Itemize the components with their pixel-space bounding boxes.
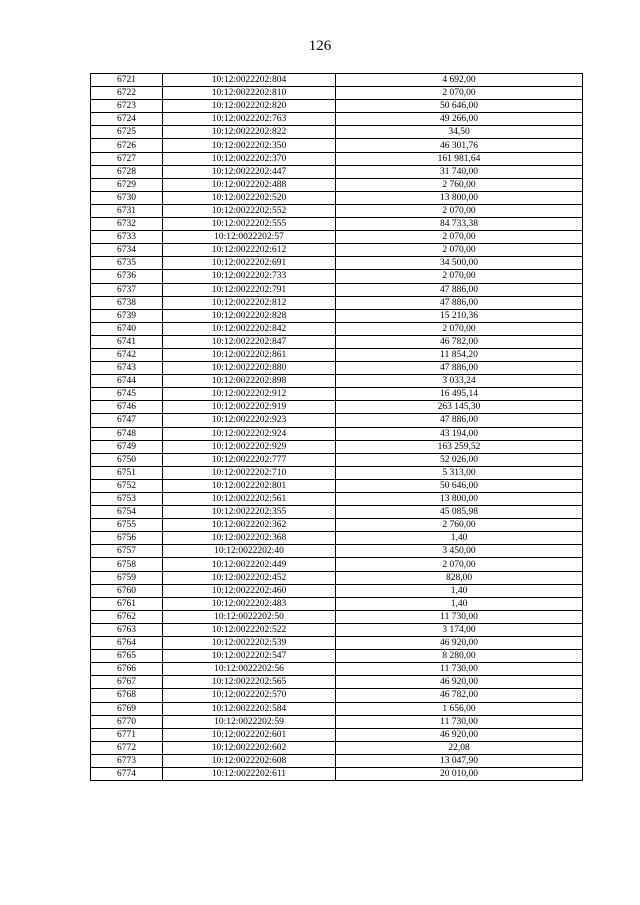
cadastral-number-cell: 10:12:0022202:50 [163, 610, 336, 623]
cadastral-number-cell: 10:12:0022202:40 [163, 545, 336, 558]
cadastral-number-cell: 10:12:0022202:710 [163, 466, 336, 479]
value-cell: 2 070,00 [336, 270, 583, 283]
cadastral-number-cell: 10:12:0022202:924 [163, 427, 336, 440]
table-row [91, 623, 583, 636]
value-cell: 50 646,00 [336, 100, 583, 113]
value-cell: 828,00 [336, 571, 583, 584]
value-cell: 16 495,14 [336, 388, 583, 401]
value-cell: 3 033,24 [336, 375, 583, 388]
row-number-cell: 6765 [91, 650, 163, 663]
value-cell: 47 886,00 [336, 296, 583, 309]
cadastral-number-cell: 10:12:0022202:547 [163, 650, 336, 663]
cadastral-number-cell: 10:12:0022202:804 [163, 74, 336, 87]
table-row [91, 309, 583, 322]
table-row [91, 388, 583, 401]
value-cell: 34 500,00 [336, 257, 583, 270]
cadastral-number-cell: 10:12:0022202:452 [163, 571, 336, 584]
value-cell: 46 301,76 [336, 139, 583, 152]
table-body [91, 74, 583, 781]
cadastral-number-cell: 10:12:0022202:810 [163, 87, 336, 100]
cadastral-number-cell: 10:12:0022202:56 [163, 663, 336, 676]
value-cell: 45 085,98 [336, 506, 583, 519]
table-row [91, 663, 583, 676]
value-cell: 4 692,00 [336, 74, 583, 87]
value-cell: 13 047,90 [336, 754, 583, 767]
row-number-cell: 6757 [91, 545, 163, 558]
table-row [91, 479, 583, 492]
table-row [91, 218, 583, 231]
table-row [91, 728, 583, 741]
table-row [91, 506, 583, 519]
row-number-cell: 6745 [91, 388, 163, 401]
value-cell: 15 210,36 [336, 309, 583, 322]
value-cell: 3 174,00 [336, 623, 583, 636]
table-row [91, 113, 583, 126]
cadastral-number-cell: 10:12:0022202:861 [163, 348, 336, 361]
value-cell: 2 760,00 [336, 519, 583, 532]
value-cell: 49 266,00 [336, 113, 583, 126]
row-number-cell: 6759 [91, 571, 163, 584]
cadastral-number-cell: 10:12:0022202:565 [163, 676, 336, 689]
table-row [91, 754, 583, 767]
row-number-cell: 6767 [91, 676, 163, 689]
cadastral-number-cell: 10:12:0022202:460 [163, 584, 336, 597]
value-cell: 5 313,00 [336, 466, 583, 479]
table-row [91, 545, 583, 558]
cadastral-number-cell: 10:12:0022202:847 [163, 335, 336, 348]
row-number-cell: 6773 [91, 754, 163, 767]
table-row [91, 362, 583, 375]
row-number-cell: 6738 [91, 296, 163, 309]
row-number-cell: 6752 [91, 479, 163, 492]
cadastral-number-cell: 10:12:0022202:584 [163, 702, 336, 715]
cadastral-number-cell: 10:12:0022202:520 [163, 191, 336, 204]
row-number-cell: 6739 [91, 309, 163, 322]
cadastral-number-cell: 10:12:0022202:611 [163, 767, 336, 780]
value-cell: 11 730,00 [336, 663, 583, 676]
table-row [91, 427, 583, 440]
table-row [91, 440, 583, 453]
row-number-cell: 6768 [91, 689, 163, 702]
table-row [91, 689, 583, 702]
value-cell: 11 730,00 [336, 715, 583, 728]
value-cell: 31 740,00 [336, 165, 583, 178]
table-row [91, 87, 583, 100]
row-number-cell: 6758 [91, 558, 163, 571]
value-cell: 52 026,00 [336, 453, 583, 466]
table-row [91, 453, 583, 466]
table-row [91, 702, 583, 715]
table-row [91, 597, 583, 610]
value-cell: 46 782,00 [336, 335, 583, 348]
cadastral-number-cell: 10:12:0022202:777 [163, 453, 336, 466]
table-row [91, 466, 583, 479]
table-row [91, 637, 583, 650]
table-row [91, 401, 583, 414]
row-number-cell: 6732 [91, 218, 163, 231]
cadastral-number-cell: 10:12:0022202:912 [163, 388, 336, 401]
cadastral-number-cell: 10:12:0022202:355 [163, 506, 336, 519]
value-cell: 13 800,00 [336, 191, 583, 204]
table-row [91, 558, 583, 571]
cadastral-number-cell: 10:12:0022202:923 [163, 414, 336, 427]
value-cell: 46 782,00 [336, 689, 583, 702]
cadastral-number-cell: 10:12:0022202:919 [163, 401, 336, 414]
cadastral-number-cell: 10:12:0022202:561 [163, 493, 336, 506]
cadastral-number-cell: 10:12:0022202:842 [163, 322, 336, 335]
row-number-cell: 6727 [91, 152, 163, 165]
table-row [91, 715, 583, 728]
cadastral-number-cell: 10:12:0022202:539 [163, 637, 336, 650]
row-number-cell: 6740 [91, 322, 163, 335]
row-number-cell: 6721 [91, 74, 163, 87]
table-row [91, 414, 583, 427]
row-number-cell: 6763 [91, 623, 163, 636]
cadastral-number-cell: 10:12:0022202:828 [163, 309, 336, 322]
table-row [91, 296, 583, 309]
row-number-cell: 6725 [91, 126, 163, 139]
row-number-cell: 6753 [91, 493, 163, 506]
page-number: 126 [308, 38, 332, 54]
cadastral-number-cell: 10:12:0022202:929 [163, 440, 336, 453]
value-cell: 2 070,00 [336, 558, 583, 571]
row-number-cell: 6726 [91, 139, 163, 152]
row-number-cell: 6723 [91, 100, 163, 113]
value-cell: 13 800,00 [336, 493, 583, 506]
table-row [91, 244, 583, 257]
cadastral-number-cell: 10:12:0022202:483 [163, 597, 336, 610]
cadastral-number-cell: 10:12:0022202:608 [163, 754, 336, 767]
row-number-cell: 6744 [91, 375, 163, 388]
table-row [91, 100, 583, 113]
row-number-cell: 6770 [91, 715, 163, 728]
row-number-cell: 6760 [91, 584, 163, 597]
value-cell: 1,40 [336, 532, 583, 545]
table-row [91, 270, 583, 283]
cadastral-number-cell: 10:12:0022202:791 [163, 283, 336, 296]
row-number-cell: 6749 [91, 440, 163, 453]
table-row [91, 650, 583, 663]
table-row [91, 741, 583, 754]
cadastral-number-cell: 10:12:0022202:601 [163, 728, 336, 741]
row-number-cell: 6735 [91, 257, 163, 270]
row-number-cell: 6766 [91, 663, 163, 676]
row-number-cell: 6730 [91, 191, 163, 204]
cadastral-number-cell: 10:12:0022202:898 [163, 375, 336, 388]
row-number-cell: 6756 [91, 532, 163, 545]
table-row [91, 126, 583, 139]
table-row [91, 257, 583, 270]
row-number-cell: 6742 [91, 348, 163, 361]
table-row [91, 231, 583, 244]
cadastral-number-cell: 10:12:0022202:449 [163, 558, 336, 571]
row-number-cell: 6729 [91, 178, 163, 191]
value-cell: 50 646,00 [336, 479, 583, 492]
cadastral-number-cell: 10:12:0022202:350 [163, 139, 336, 152]
cadastral-number-cell: 10:12:0022202:552 [163, 204, 336, 217]
table-row [91, 139, 583, 152]
row-number-cell: 6748 [91, 427, 163, 440]
row-number-cell: 6754 [91, 506, 163, 519]
table-row [91, 375, 583, 388]
table-row [91, 191, 583, 204]
row-number-cell: 6764 [91, 637, 163, 650]
value-cell: 47 886,00 [336, 283, 583, 296]
table-row [91, 178, 583, 191]
cadastral-number-cell: 10:12:0022202:57 [163, 231, 336, 244]
row-number-cell: 6774 [91, 767, 163, 780]
value-cell: 47 886,00 [336, 414, 583, 427]
cadastral-number-cell: 10:12:0022202:763 [163, 113, 336, 126]
row-number-cell: 6724 [91, 113, 163, 126]
row-number-cell: 6734 [91, 244, 163, 257]
table-row [91, 348, 583, 361]
value-cell: 46 920,00 [336, 637, 583, 650]
row-number-cell: 6733 [91, 231, 163, 244]
cadastral-number-cell: 10:12:0022202:570 [163, 689, 336, 702]
value-cell: 8 280,00 [336, 650, 583, 663]
value-cell: 84 733,38 [336, 218, 583, 231]
value-cell: 46 920,00 [336, 676, 583, 689]
value-cell: 2 070,00 [336, 322, 583, 335]
table-row [91, 571, 583, 584]
value-cell: 2 760,00 [336, 178, 583, 191]
value-cell: 1,40 [336, 584, 583, 597]
value-cell: 163 259,52 [336, 440, 583, 453]
table-row [91, 74, 583, 87]
row-number-cell: 6746 [91, 401, 163, 414]
row-number-cell: 6771 [91, 728, 163, 741]
row-number-cell: 6736 [91, 270, 163, 283]
cadastral-number-cell: 10:12:0022202:488 [163, 178, 336, 191]
cadastral-value-table [90, 73, 583, 781]
table-row [91, 204, 583, 217]
cadastral-number-cell: 10:12:0022202:612 [163, 244, 336, 257]
table-row [91, 493, 583, 506]
row-number-cell: 6772 [91, 741, 163, 754]
table-row [91, 767, 583, 780]
table-row [91, 584, 583, 597]
value-cell: 22,08 [336, 741, 583, 754]
row-number-cell: 6751 [91, 466, 163, 479]
value-cell: 47 886,00 [336, 362, 583, 375]
value-cell: 1,40 [336, 597, 583, 610]
table-row [91, 676, 583, 689]
cadastral-number-cell: 10:12:0022202:362 [163, 519, 336, 532]
cadastral-number-cell: 10:12:0022202:602 [163, 741, 336, 754]
cadastral-number-cell: 10:12:0022202:555 [163, 218, 336, 231]
row-number-cell: 6769 [91, 702, 163, 715]
table-row [91, 322, 583, 335]
table-row [91, 610, 583, 623]
cadastral-number-cell: 10:12:0022202:812 [163, 296, 336, 309]
value-cell: 11 854,20 [336, 348, 583, 361]
table-row [91, 152, 583, 165]
table-row [91, 519, 583, 532]
row-number-cell: 6747 [91, 414, 163, 427]
value-cell: 46 920,00 [336, 728, 583, 741]
row-number-cell: 6731 [91, 204, 163, 217]
cadastral-number-cell: 10:12:0022202:880 [163, 362, 336, 375]
cadastral-number-cell: 10:12:0022202:370 [163, 152, 336, 165]
value-cell: 3 450,00 [336, 545, 583, 558]
row-number-cell: 6761 [91, 597, 163, 610]
value-cell: 2 070,00 [336, 204, 583, 217]
row-number-cell: 6762 [91, 610, 163, 623]
cadastral-number-cell: 10:12:0022202:801 [163, 479, 336, 492]
value-cell: 2 070,00 [336, 87, 583, 100]
value-cell: 2 070,00 [336, 244, 583, 257]
row-number-cell: 6743 [91, 362, 163, 375]
cadastral-number-cell: 10:12:0022202:522 [163, 623, 336, 636]
value-cell: 34,50 [336, 126, 583, 139]
table-row [91, 335, 583, 348]
cadastral-number-cell: 10:12:0022202:733 [163, 270, 336, 283]
value-cell: 20 010,00 [336, 767, 583, 780]
row-number-cell: 6755 [91, 519, 163, 532]
row-number-cell: 6722 [91, 87, 163, 100]
row-number-cell: 6728 [91, 165, 163, 178]
value-cell: 161 981,64 [336, 152, 583, 165]
table-row [91, 165, 583, 178]
table-row [91, 283, 583, 296]
value-cell: 1 656,00 [336, 702, 583, 715]
cadastral-number-cell: 10:12:0022202:59 [163, 715, 336, 728]
value-cell: 11 730,00 [336, 610, 583, 623]
table-row [91, 532, 583, 545]
value-cell: 263 145,30 [336, 401, 583, 414]
value-cell: 2 070,00 [336, 231, 583, 244]
cadastral-number-cell: 10:12:0022202:368 [163, 532, 336, 545]
value-cell: 43 194,00 [336, 427, 583, 440]
row-number-cell: 6750 [91, 453, 163, 466]
cadastral-number-cell: 10:12:0022202:447 [163, 165, 336, 178]
row-number-cell: 6737 [91, 283, 163, 296]
cadastral-number-cell: 10:12:0022202:691 [163, 257, 336, 270]
cadastral-number-cell: 10:12:0022202:820 [163, 100, 336, 113]
row-number-cell: 6741 [91, 335, 163, 348]
cadastral-number-cell: 10:12:0022202:822 [163, 126, 336, 139]
